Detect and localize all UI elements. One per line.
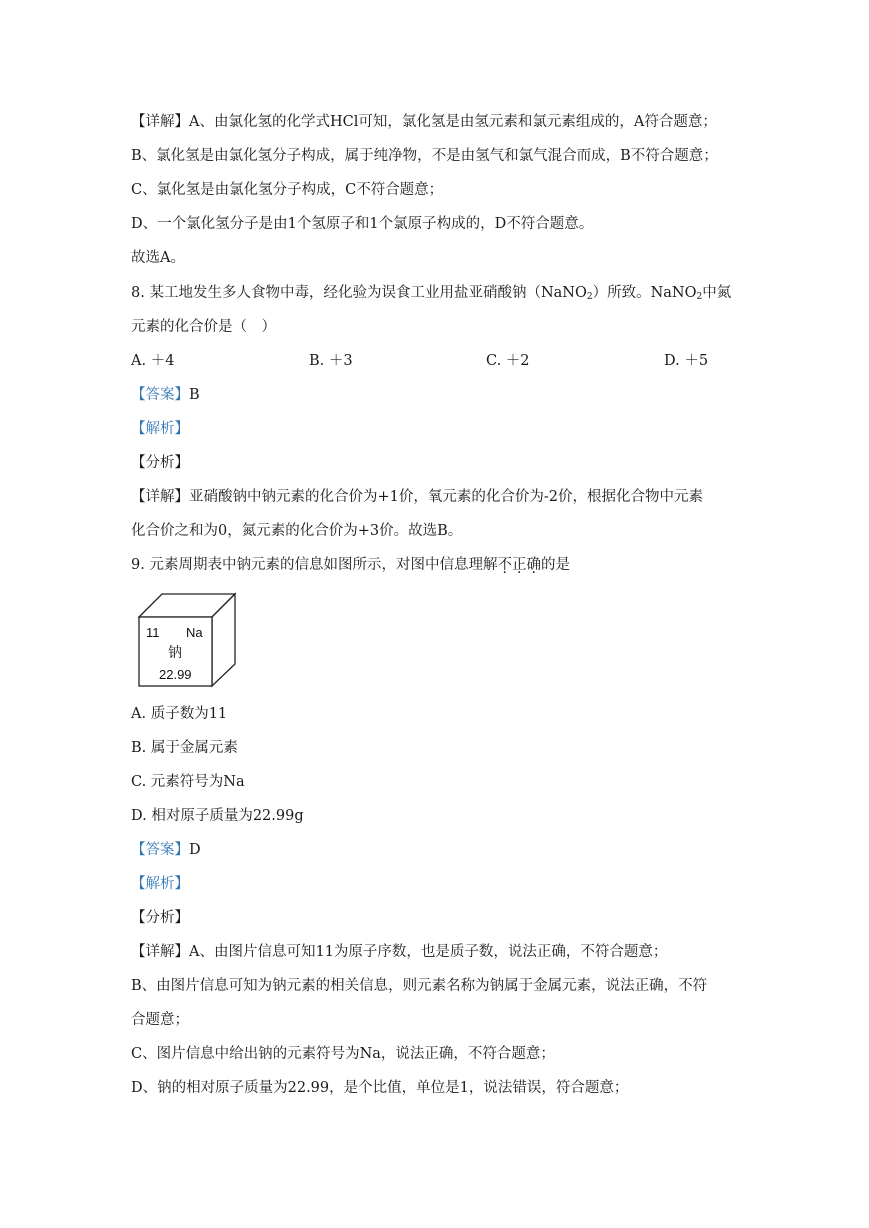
sodium-element-card [135, 590, 239, 688]
q8-answer [131, 385, 200, 405]
q9-option-d[interactable]: D. 相对原子质量为22.99g [131, 808, 304, 824]
emphasis-char: 确 [526, 557, 541, 573]
q8-option-d[interactable]: D. ＋5 [664, 353, 709, 369]
emphasis-char: 正 [511, 557, 527, 573]
element-symbol: Na [186, 625, 203, 640]
answer-value: D [189, 842, 201, 858]
q8-detail-line2: 化合价之和为0，氮元素的化合价为+3价。故选B。 [131, 523, 463, 539]
q9-detail-d: D、钠的相对原子质量为22.99，是个比值，单位是1，说法错误，符合题意； [131, 1080, 629, 1096]
q8-stem-line2: 元素的化合价是（ ） [131, 319, 276, 335]
detail-line-b: B、氯化氢是由氯化氢分子构成，属于纯净物，不是由氢气和氯气混合而成，B不符合题意； [131, 148, 718, 164]
q9-option-b[interactable]: B. 属于金属元素 [131, 740, 238, 756]
atomic-mass: 22.99 [159, 667, 192, 682]
q9-analysis-label: 【解析】 [131, 876, 189, 892]
q8-option-a[interactable]: A. ＋4 [131, 353, 175, 369]
q9-option-c[interactable]: C. 元素符号为Na [131, 774, 245, 790]
element-name: 钠 [168, 644, 182, 660]
detail-line-d: D、一个氯化氢分子是由1个氢原子和1个氯原子构成的，D不符合题意。 [131, 216, 594, 232]
q8-option-b[interactable]: B. ＋3 [309, 353, 353, 369]
q8-analysis-label: 【解析】 [131, 421, 189, 437]
q9-detail-b2: 合题意； [131, 1012, 189, 1028]
emphasis-char: 不 [497, 557, 512, 573]
q8-detail-line1: 【详解】亚硝酸钠中钠元素的化合价为+1价，氧元素的化合价为-2价，根据化合物中元素 [131, 489, 703, 505]
detail-line-a: 【详解】A、由氯化氢的化学式HCl可知，氯化氢是由氢元素和氯元素组成的，A符合题意； [131, 114, 717, 130]
answer-label: 【答案】 [131, 842, 189, 858]
answer-value: B [189, 387, 200, 403]
q9-fenxi-label: 【分析】 [131, 910, 189, 926]
q8-stem-line1: 8. 某工地发生多人食物中毒，经化验为误食工业用盐亚硝酸钠（NaNO$_2$）所致。NaNO$_2$中氮 [131, 285, 732, 302]
q8-fenxi-label: 【分析】 [131, 455, 189, 471]
q9-detail-b1: B、由图片信息可知为钠元素的相关信息，则元素名称为钠属于金属元素，说法正确，不符 [131, 978, 708, 994]
q9-answer [131, 840, 201, 860]
atomic-number: 11 [146, 625, 160, 640]
q9-detail-c: C、图片信息中给出钠的元素符号为Na，说法正确，不符合题意； [131, 1046, 555, 1062]
q9-stem: 9. 元素周期表中钠元素的信息如图所示，对图中信息理解不正确的是 [131, 557, 570, 573]
detail-line-c: C、氯化氢是由氯化氢分子构成，C不符合题意； [131, 182, 444, 198]
answer-label: 【答案】 [131, 387, 189, 403]
q9-detail-a: 【详解】A、由图片信息可知11为原子序数，也是质子数，说法正确，不符合题意； [131, 944, 668, 960]
q9-option-a[interactable]: A. 质子数为11 [131, 706, 228, 722]
conclusion-line: 故选A。 [131, 250, 185, 266]
q8-option-c[interactable]: C. ＋2 [486, 353, 530, 369]
